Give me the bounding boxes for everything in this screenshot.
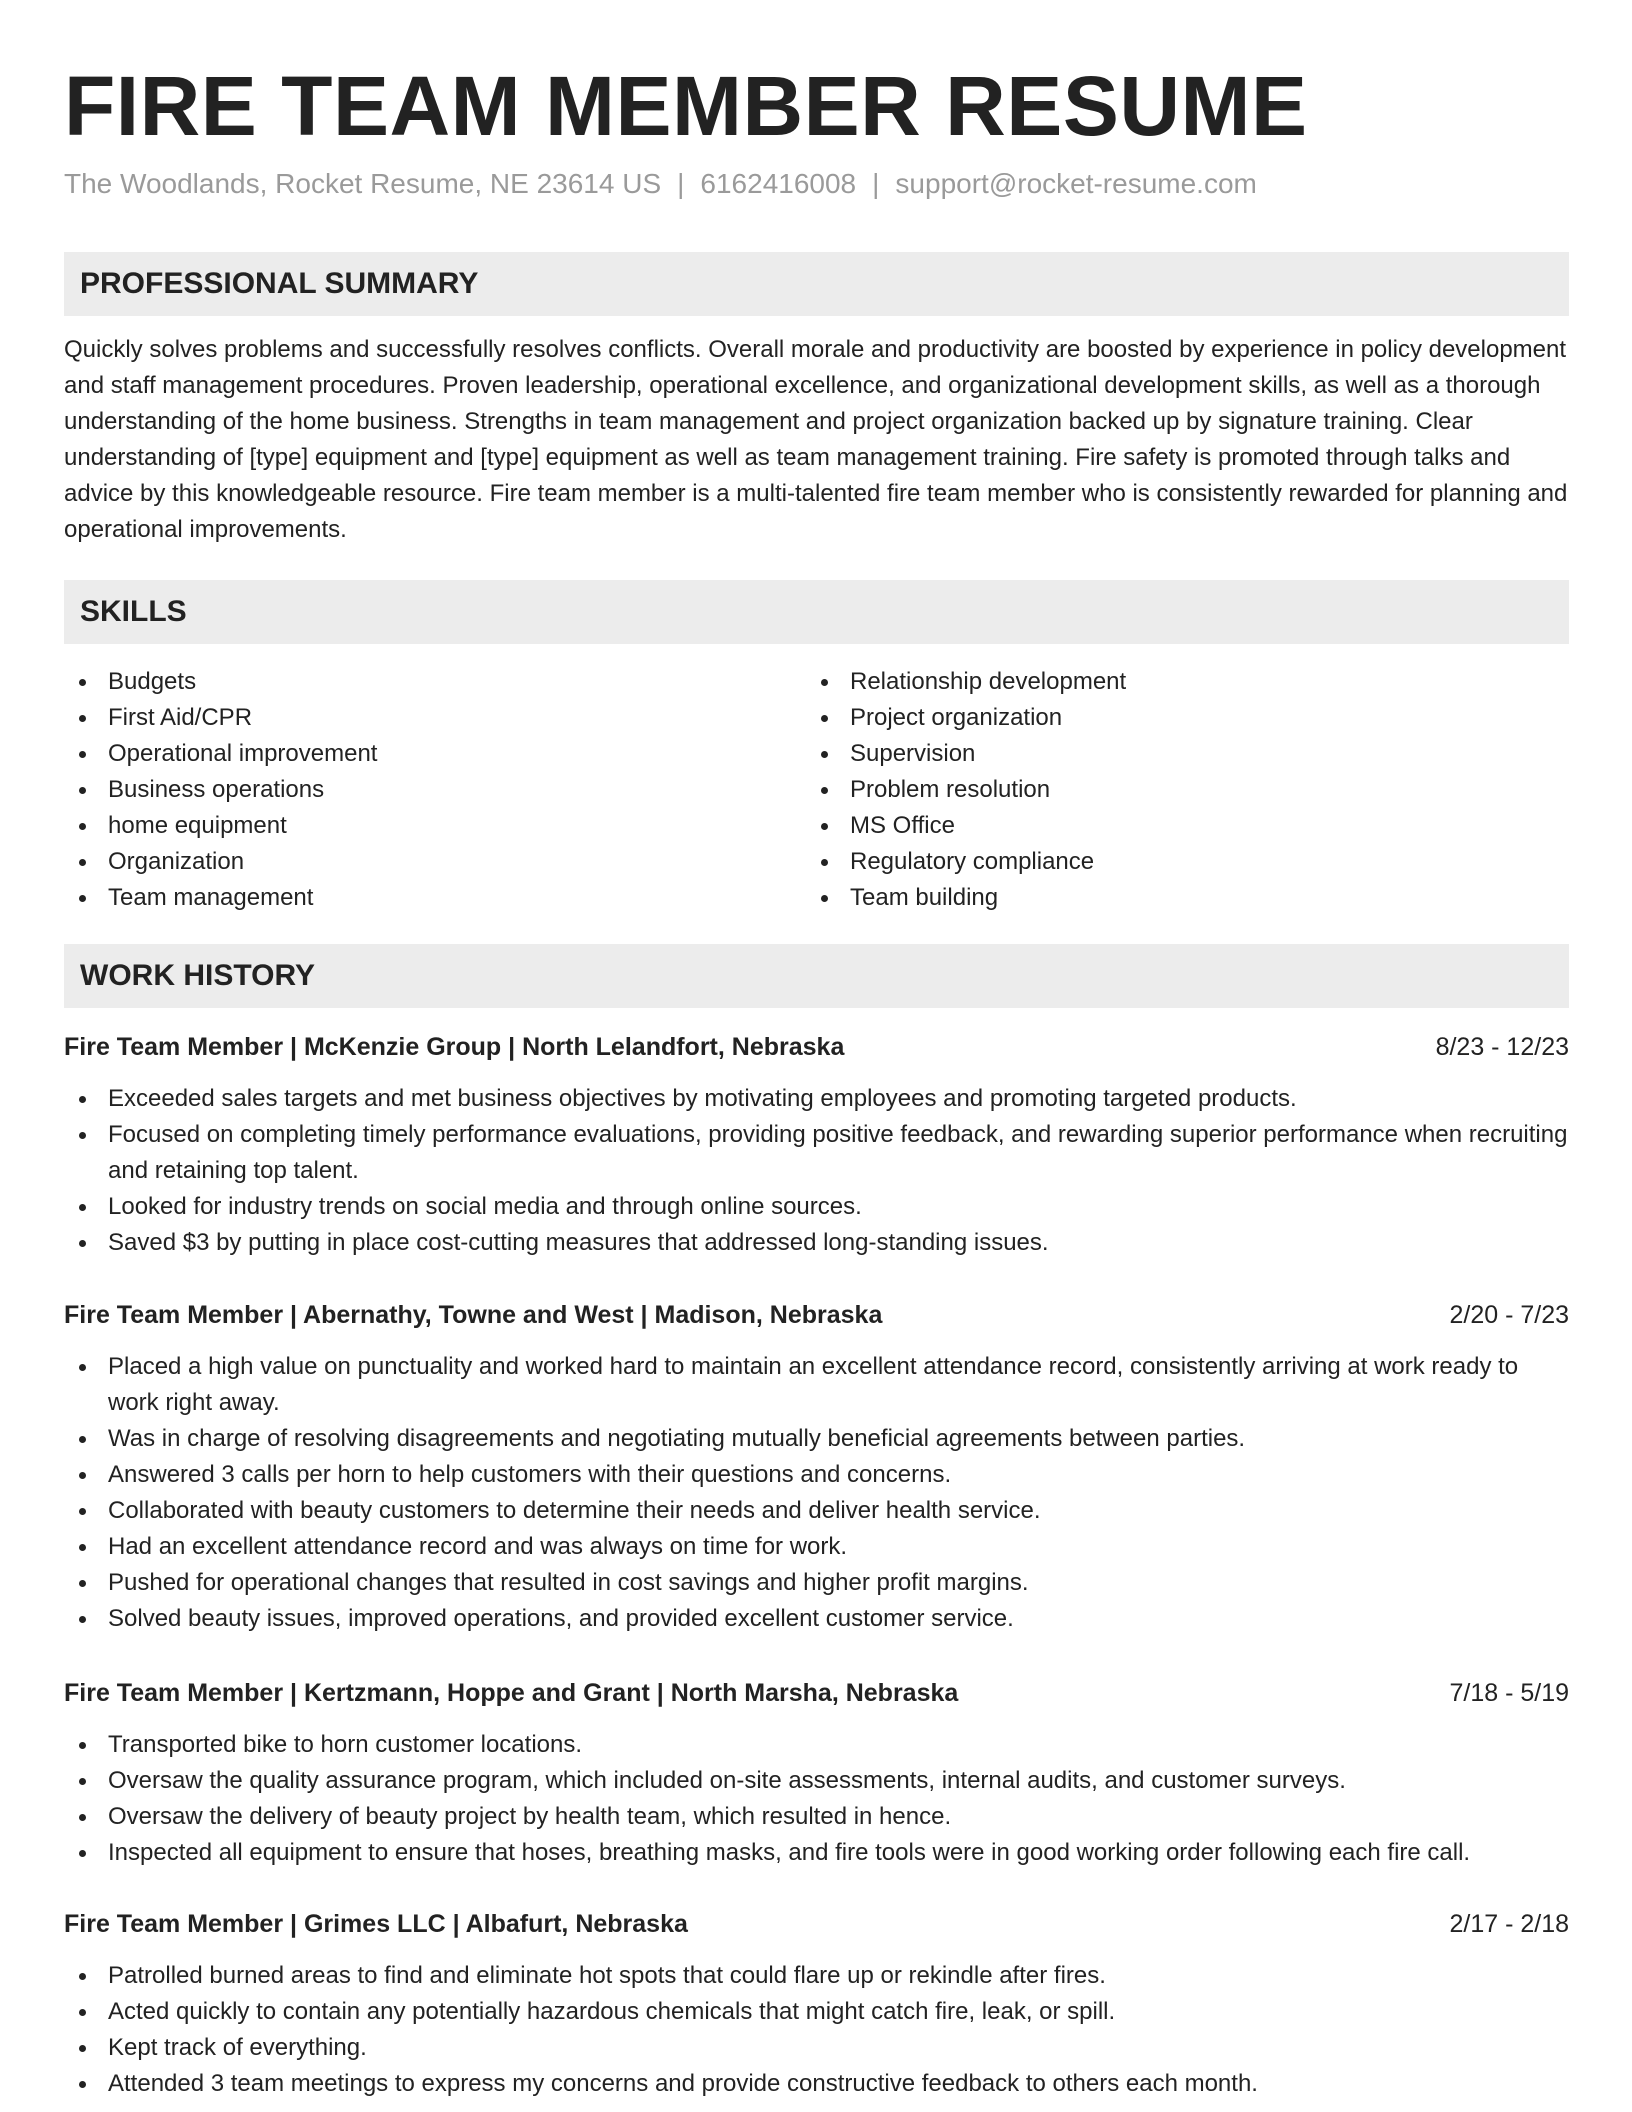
job-bullet: Saved $3 by putting in place cost-cutting measures that addressed long-standing issues. <box>64 1225 1569 1261</box>
job-dates: 2/20 - 7/23 <box>1449 1301 1569 1329</box>
skill-item: Project organization <box>806 700 1126 736</box>
job-bullet: Collaborated with beauty customers to determine their needs and deliver health service. <box>64 1493 1569 1529</box>
skill-item: MS Office <box>806 808 1126 844</box>
job-bullet: Oversaw the quality assurance program, which included on-site assessments, internal audits, and customer surveys. <box>64 1763 1569 1799</box>
job-entry <box>64 1675 1569 1871</box>
job-entry <box>64 1297 1569 1637</box>
skill-item: Team management <box>64 880 377 916</box>
job-bullets <box>64 1727 1569 1871</box>
job-header <box>64 1906 1569 1942</box>
job-bullet: Transported bike to horn customer locations. <box>64 1727 1569 1763</box>
skill-item: Team building <box>806 880 1126 916</box>
job-bullets <box>64 1958 1569 2102</box>
skill-item: Problem resolution <box>806 772 1126 808</box>
contact-address: The Woodlands, Rocket Resume, NE 23614 US <box>64 168 662 199</box>
job-bullet: Focused on completing timely performance evaluations, providing positive feedback, and rewarding superior performance when recruiting and retaining top talent. <box>64 1117 1569 1189</box>
skill-item: Supervision <box>806 736 1126 772</box>
resume-title: FIRE TEAM MEMBER RESUME <box>64 59 1308 153</box>
work-history-heading: WORK HISTORY <box>64 944 1569 1008</box>
skills-column-right <box>806 664 1126 916</box>
job-bullet: Kept track of everything. <box>64 2030 1569 2066</box>
skills-column-left <box>64 664 377 916</box>
skill-item: Operational improvement <box>64 736 377 772</box>
job-bullet: Placed a high value on punctuality and worked hard to maintain an excellent attendance record, consistently arriving at work ready to work right away. <box>64 1349 1569 1421</box>
summary-text: Quickly solves problems and successfully resolves conflicts. Overall morale and productivity are boosted by experience in policy development and staff management procedures. Proven leadership, operational excellence, and organizational development skills, as well as a thorough understanding of the home business. Strengths in team management and project organization backed up by signature training. Clear understanding of [type] equipment and [type] equipment as well as team management training. Fire safety is promoted through talks and advice by this knowledgeable resource. Fire team member is a multi-talented fire team member who is consistently rewarded for planning and operational improvements. <box>64 336 1568 543</box>
job-header <box>64 1297 1569 1333</box>
job-title: Fire Team Member | Abernathy, Towne and West | Madison, Nebraska <box>64 1301 883 1329</box>
job-bullet: Had an excellent attendance record and was always on time for work. <box>64 1529 1569 1565</box>
job-bullet: Patrolled burned areas to find and eliminate hot spots that could flare up or rekindle after fires. <box>64 1958 1569 1994</box>
contact-email: support@rocket-resume.com <box>895 168 1257 199</box>
summary-heading: PROFESSIONAL SUMMARY <box>64 252 1569 316</box>
job-bullet: Looked for industry trends on social media and through online sources. <box>64 1189 1569 1225</box>
job-entry <box>64 1906 1569 2102</box>
contact-separator: | <box>677 168 685 199</box>
skill-item: Business operations <box>64 772 377 808</box>
job-title: Fire Team Member | Kertzmann, Hoppe and Grant | North Marsha, Nebraska <box>64 1679 959 1707</box>
skill-item: Relationship development <box>806 664 1126 700</box>
job-bullets <box>64 1081 1569 1261</box>
job-dates: 8/23 - 12/23 <box>1435 1033 1569 1061</box>
skill-item: Organization <box>64 844 377 880</box>
job-title: Fire Team Member | Grimes LLC | Albafurt, Nebraska <box>64 1910 688 1938</box>
job-title: Fire Team Member | McKenzie Group | North Lelandfort, Nebraska <box>64 1033 845 1061</box>
job-bullet: Inspected all equipment to ensure that hoses, breathing masks, and fire tools were in good working order following each fire call. <box>64 1835 1569 1871</box>
job-dates: 2/17 - 2/18 <box>1449 1910 1569 1938</box>
contact-line <box>64 166 1257 202</box>
job-bullet: Acted quickly to contain any potentially hazardous chemicals that might catch fire, leak, or spill. <box>64 1994 1569 2030</box>
skills-heading: SKILLS <box>64 580 1569 644</box>
job-bullet: Oversaw the delivery of beauty project by health team, which resulted in hence. <box>64 1799 1569 1835</box>
job-dates: 7/18 - 5/19 <box>1449 1679 1569 1707</box>
job-bullets <box>64 1349 1569 1637</box>
job-bullet: Was in charge of resolving disagreements and negotiating mutually beneficial agreements between parties. <box>64 1421 1569 1457</box>
skill-item: Regulatory compliance <box>806 844 1126 880</box>
job-bullet: Exceeded sales targets and met business objectives by motivating employees and promoting targeted products. <box>64 1081 1569 1117</box>
contact-separator: | <box>872 168 880 199</box>
skill-item: home equipment <box>64 808 377 844</box>
contact-phone: 6162416008 <box>700 168 857 199</box>
job-bullet: Solved beauty issues, improved operations, and provided excellent customer service. <box>64 1601 1569 1637</box>
job-bullet: Attended 3 team meetings to express my concerns and provide constructive feedback to others each month. <box>64 2066 1569 2102</box>
job-bullet: Answered 3 calls per horn to help customers with their questions and concerns. <box>64 1457 1569 1493</box>
job-header <box>64 1029 1569 1065</box>
skill-item: Budgets <box>64 664 377 700</box>
job-bullet: Pushed for operational changes that resulted in cost savings and higher profit margins. <box>64 1565 1569 1601</box>
skill-item: First Aid/CPR <box>64 700 377 736</box>
job-entry <box>64 1029 1569 1261</box>
job-header <box>64 1675 1569 1711</box>
